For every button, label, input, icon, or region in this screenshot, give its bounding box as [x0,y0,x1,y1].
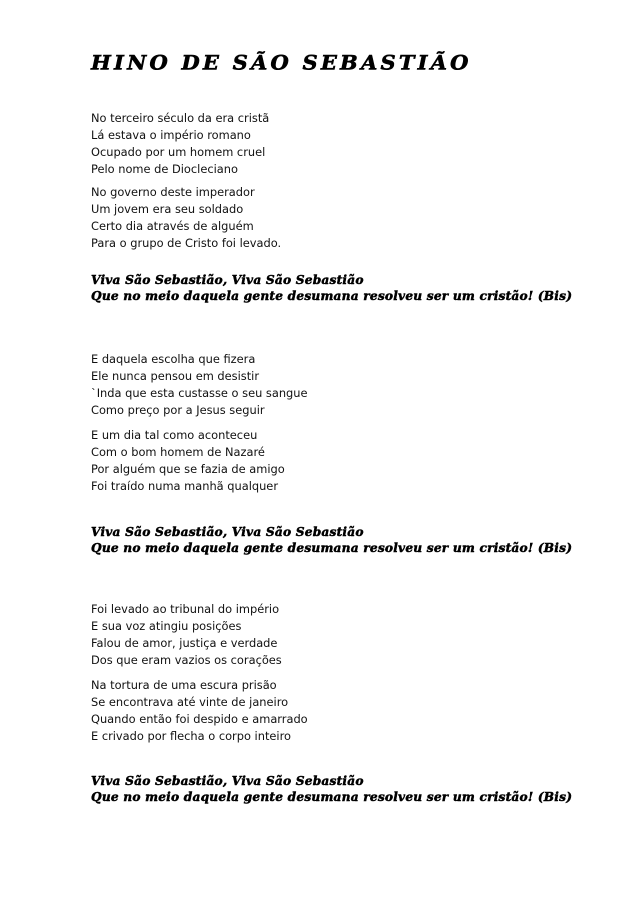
verse-line: Ele nunca pensou em desistir [91,369,260,383]
chorus-line: Viva São Sebastião, Viva São Sebastião [91,525,364,539]
verse-line: E daquela escolha que fizera [91,352,256,366]
verse-line: Pelo nome de Diocleciano [91,162,238,176]
verse-line: Foi traído numa manhã qualquer [91,479,278,493]
verse-line: No terceiro século da era cristã [91,111,270,125]
verse-2 [91,184,281,252]
chorus-line: Viva São Sebastião, Viva São Sebastião [91,774,364,788]
verse-line: Quando então foi despido e amarrado [91,712,308,726]
chorus-line: Que no meio daquela gente desumana resolveu ser um cristão! (Bis) [91,289,573,303]
verse-4 [91,427,285,495]
verse-line: Um jovem era seu soldado [91,202,244,216]
verse-line: Ocupado por um homem cruel [91,145,266,159]
chorus-line: Que no meio daquela gente desumana resolveu ser um cristão! (Bis) [91,541,573,555]
chorus-line: Viva São Sebastião, Viva São Sebastião [91,273,364,287]
verse-line: Certo dia através de alguém [91,219,254,233]
verse-line: No governo deste imperador [91,185,255,199]
verse-line: Como preço por a Jesus seguir [91,403,265,417]
verse-line: Dos que eram vazios os corações [91,653,282,667]
chorus-1 [91,272,572,304]
chorus-3 [91,773,572,805]
verse-line: Por alguém que se fazia de amigo [91,462,285,476]
verse-line: E crivado por flecha o corpo inteiro [91,729,291,743]
verse-line: Foi levado ao tribunal do império [91,602,280,616]
verse-5 [91,601,282,669]
verse-3 [91,351,308,419]
verse-6 [91,677,308,745]
verse-line: `Inda que esta custasse o seu sangue [91,386,308,400]
verse-line: Na tortura de uma escura prisão [91,678,277,692]
verse-line: Se encontrava até vinte de janeiro [91,695,289,709]
verse-1 [91,110,269,178]
verse-line: Lá estava o império romano [91,128,251,142]
verse-line: E um dia tal como aconteceu [91,428,258,442]
verse-line: Com o bom homem de Nazaré [91,445,265,459]
chorus-2 [91,524,572,556]
page-title: HINO DE SÃO SEBASTIÃO [91,50,472,75]
verse-line: Falou de amor, justiça e verdade [91,636,278,650]
chorus-line: Que no meio daquela gente desumana resolveu ser um cristão! (Bis) [91,790,573,804]
verse-line: E sua voz atingiu posições [91,619,242,633]
verse-line: Para o grupo de Cristo foi levado. [91,236,282,250]
